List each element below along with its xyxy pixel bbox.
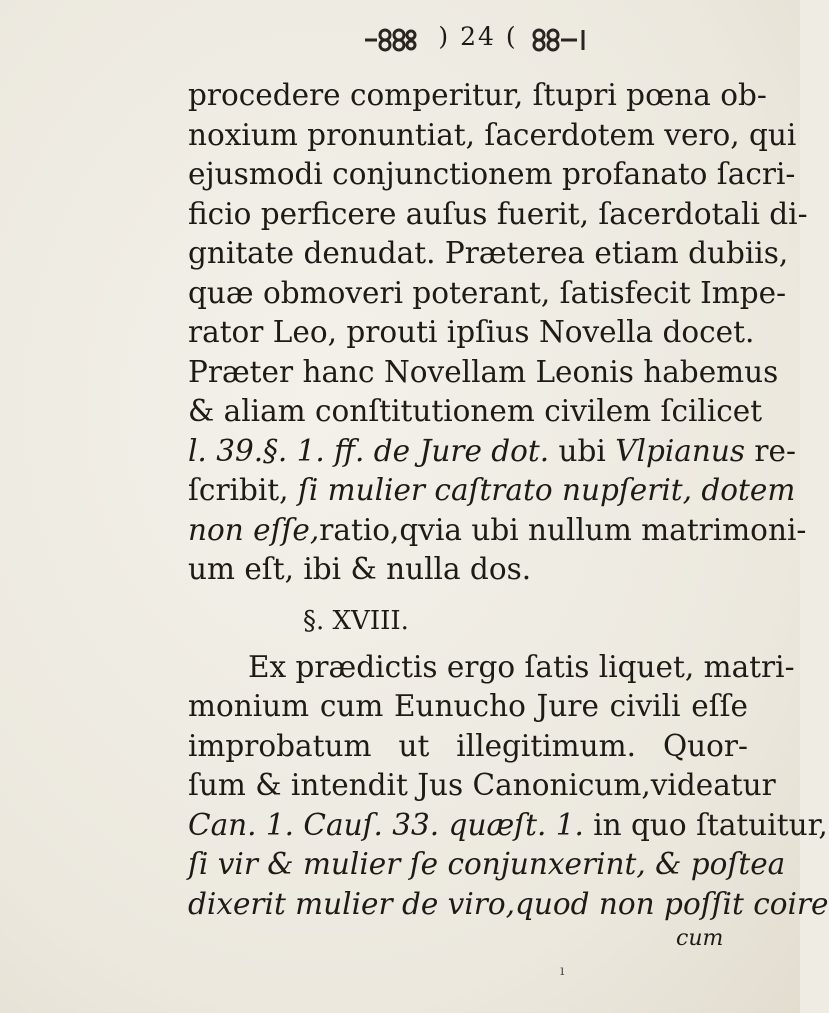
signature-mark: ı <box>560 963 565 979</box>
text-line: Præter hanc Novellam Leonis habemus <box>188 354 779 389</box>
text-line: gnitate denudat. Præterea etiam dubiis, <box>188 236 789 270</box>
quotation-line: ſi vir & mulier ſe conjunxerint, & poſtea <box>188 847 786 881</box>
text-fragment: ratio,qvia ubi nullum matrimoni- <box>319 512 807 547</box>
text-fragment: ſcribit, <box>188 473 298 507</box>
text-line: rator Leo, prouti ipſius Novella docet. <box>188 315 755 349</box>
text-line <box>188 511 807 551</box>
text-fragment: in quo ſtatuitur, <box>583 807 828 842</box>
text-line <box>188 806 828 846</box>
section-heading: §. XVIII. <box>303 605 409 636</box>
text-line: ejusmodi conjunctionem profanato ſacri- <box>188 157 796 191</box>
text-line: procedere comperitur, ſtupri pœna ob- <box>188 78 767 112</box>
text-line: & aliam conſtitutionem civilem ſcilicet <box>188 394 763 428</box>
page-number: ) 24 ( <box>438 22 518 51</box>
text-line: quæ obmoveri poterant, ſatisfecit Impe- <box>188 275 787 310</box>
author-name: Vlpianus <box>615 433 746 468</box>
quotation: non eſſe, <box>188 512 320 547</box>
text-line: ſum & intendit Jus Canonicum,videatur <box>188 768 776 802</box>
text-line: improbatum ut illegitimum. Quor- <box>188 728 748 763</box>
catchword: cum <box>676 926 724 951</box>
quotation-line: dixerit mulier de viro,quod non poſſit coire <box>188 886 829 921</box>
citation-law: l. 39. <box>188 433 264 468</box>
quotation: ſi mulier caſtrato nupſerit, dotem <box>297 473 796 507</box>
text-line <box>188 432 796 472</box>
page-header <box>0 18 800 68</box>
body-text <box>188 76 829 954</box>
text-line: um eſt, ibi & nulla dos. <box>188 552 532 586</box>
text-line: Ex prædictis ergo ſatis liquet, matri- <box>248 649 795 684</box>
text-line: monium cum Eunucho Jure civili eſſe <box>188 689 748 723</box>
text-line: ficio perficere auſus fuerit, ſacerdotali di- <box>188 196 808 231</box>
ornament-right-icon <box>531 26 601 52</box>
text-fragment: ubi <box>549 433 616 468</box>
text-fragment: re- <box>745 433 796 468</box>
ornament-left-icon <box>363 26 423 52</box>
text-line <box>188 471 796 511</box>
citation-digest: §. 1. ff. de Jure dot. <box>263 433 550 468</box>
citation-canon: Can. 1. Cauſ. 33. quæſt. 1. <box>188 807 584 842</box>
text-line: noxium pronuntiat, ſacerdotem vero, qui <box>188 117 797 152</box>
